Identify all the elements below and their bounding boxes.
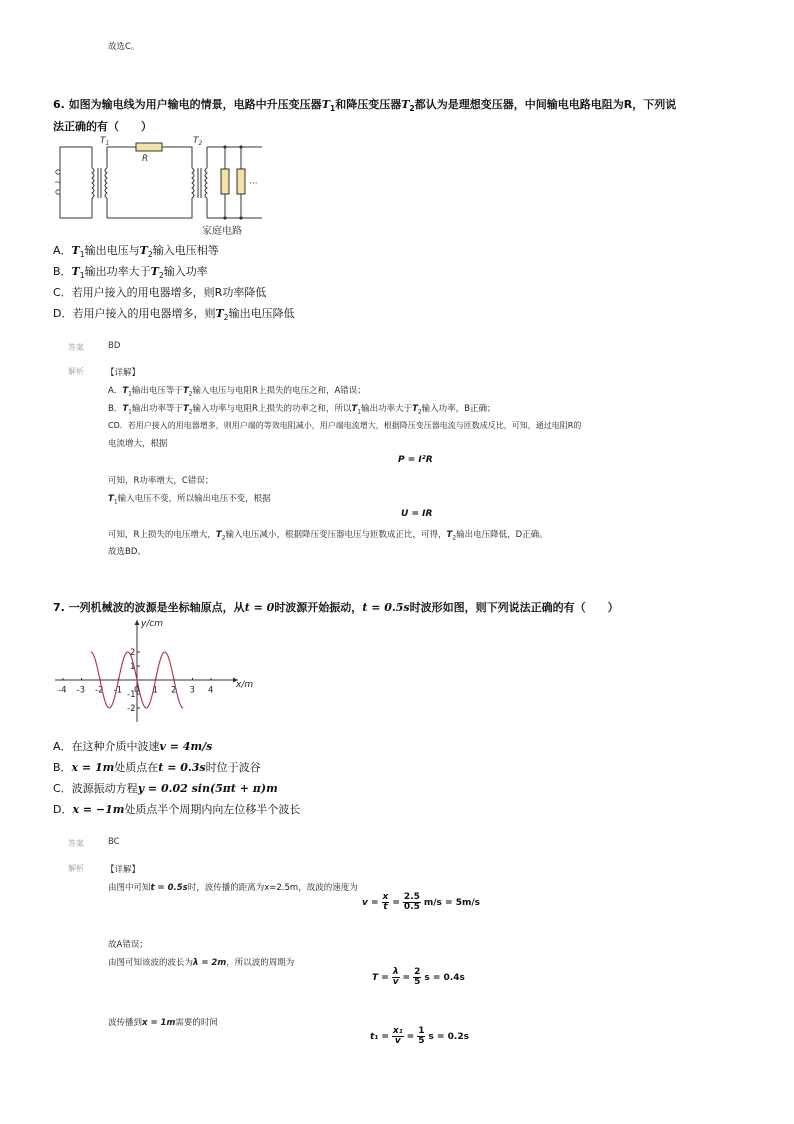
q7-analysis-2: 故A错误； — [108, 940, 148, 950]
q6-analysis-a: A．$T_1$输出电压等于$T_2$输入电压与电阻R上损失的电压之和，A错误； — [108, 386, 366, 398]
formula-velocity: v = $\frac{x}{t}$ = $\frac{2.5}{0.5}$ m/s = 5m/s — [362, 892, 480, 913]
q7-analysis-3: 由图可知该波的波长为λ = 2m，所以波的周期为 — [108, 958, 295, 968]
prev-conclusion: 故选C。 — [108, 42, 140, 52]
q6-stem-line2: 法正确的有（ ） — [53, 120, 152, 133]
x-tick-label: 1 — [152, 685, 158, 696]
q7-option-a[interactable]: A．在这种介质中波速v = 4m/s — [53, 740, 213, 753]
x-tick-label: -2 — [95, 685, 104, 696]
t1-secondary-coil — [105, 147, 107, 218]
ac-source-symbol: ~ — [54, 178, 62, 188]
q6-analysis-d: 可知，R上损失的电压增大，$T_2$输入电压减小，根据降压变压器电压与匝数成正比，可得，$T_2$输出电压降低，D正确。 — [108, 530, 548, 542]
formula-ohm: U = IR — [401, 509, 433, 519]
y-axis-arrow — [135, 620, 140, 625]
x-tick-label: 3 — [189, 685, 195, 696]
ac-terminal-bottom — [56, 190, 60, 194]
q6-analysis-label: 解析 — [68, 367, 84, 376]
q6-number: 6. — [53, 98, 65, 111]
x-tick-label: -4 — [58, 685, 67, 696]
x-tick-label: -3 — [76, 685, 85, 696]
transmission-line — [107, 147, 192, 218]
q6-option-c[interactable]: C．若用户接入的用电器增多，则R功率降低 — [53, 286, 267, 299]
resistor-r — [136, 143, 162, 151]
q6-analysis-cd-1: CD．若用户接入的用电器增多，则用户端的等效电阻减小，用户端电流增大，根据降压变压器电流与匝数成反比，可知，通过电阻R的 — [108, 421, 582, 430]
r-label: R — [142, 154, 149, 164]
x-tick-label: -1 — [113, 685, 122, 696]
q6-detail-title: 【详解】 — [106, 368, 141, 378]
q7-analysis-label: 解析 — [68, 864, 84, 873]
q7-wave-graph — [50, 614, 270, 726]
load-resistor-2 — [237, 169, 245, 194]
t2-primary-coil — [192, 168, 194, 198]
q6-option-d[interactable]: D．若用户接入的用电器增多，则$T_2$输出电压降低 — [53, 307, 295, 323]
q6-analysis-c-wrong: 可知，R功率增大，C错误； — [108, 476, 214, 486]
q6-option-b[interactable]: B．$T_1$输出功率大于$T_2$输入功率 — [53, 265, 208, 281]
q7-analysis-1: 由图中可知t = 0.5s时，波传播的距离为x=2.5m，故波的速度为 — [108, 883, 358, 893]
x-tick-label: 2 — [171, 685, 177, 696]
y-axis-label: y/cm — [141, 619, 164, 629]
q7-answer-label: 答案 — [68, 839, 84, 848]
q7-number: 7. — [53, 601, 65, 614]
formula-time: t₁ = $\frac{\text{x₁}}{v}$ = $\frac{1}{5}$ s = 0.2s — [370, 1026, 469, 1047]
load-resistor-1 — [221, 169, 229, 194]
q7-stem: 7. 一列机械波的波源是坐标轴原点，从t = 0时波源开始振动，t = 0.5s时波形如图，则下列说法正确的有（ ） — [53, 601, 619, 614]
q7-option-b[interactable]: B．x = 1m处质点在t = 0.3s时位于波谷 — [53, 761, 261, 774]
t2-secondary-coil — [205, 147, 207, 218]
q6-stem-line1: 6. 如图为输电线为用户输电的情景，电路中升压变压器$T_1$和降压变压器$T_2$都认为是理想变压器，中间输电电路电阻为R，下列说 — [53, 98, 677, 114]
q6-conclusion: 故选BD。 — [108, 547, 146, 557]
q6-option-a[interactable]: A．$T_1$输出电压与$T_2$输入电压相等 — [53, 244, 219, 260]
ac-terminal-top — [56, 170, 60, 174]
formula-power: P = I²R — [398, 455, 433, 465]
more-loads-dots: ··· — [249, 179, 258, 189]
q7-option-d[interactable]: D．x = −1m处质点半个周期内向左位移半个波长 — [53, 803, 301, 816]
y-tick-label: -1 — [127, 690, 136, 700]
source-loop-wire — [60, 147, 92, 218]
t2-label: $T_2$ — [193, 136, 203, 147]
q6-analysis-t1-const: $T_1$输入电压不变，所以输出电压不变，根据 — [108, 494, 271, 506]
q7-analysis-4: 波传播到x = 1m需要的时间 — [108, 1018, 218, 1028]
q7-option-c[interactable]: C．波源振动方程y = 0.02 sin(5πt + π)m — [53, 782, 278, 795]
x-axis-label: x/m — [236, 680, 254, 690]
q6-answer-value: BD — [108, 341, 121, 351]
q6-analysis-cd-2: 电流增大，根据 — [108, 439, 168, 449]
t1-label: $T_1$ — [100, 136, 110, 147]
q6-analysis-b: B．$T_1$输出功率等于$T_2$输入功率与电阻R上损失的功率之和，所以$T_1$输出功率大于$T_2$输入功率，B正确； — [108, 404, 496, 416]
formula-period: T = $\frac{\lambda}{v}$ = $\frac{2}{5}$ s = 0.4s — [372, 967, 465, 988]
x-tick-label: 0 — [134, 685, 140, 696]
household-circuit-caption: 家庭电路 — [202, 226, 242, 237]
y-tick-label: 1 — [130, 662, 136, 672]
t1-primary-coil — [92, 147, 94, 218]
x-tick-label: 4 — [208, 685, 214, 696]
y-tick-label: 2 — [130, 648, 136, 658]
q6-answer-label: 答案 — [68, 343, 84, 352]
q6-circuit-figure — [52, 136, 268, 238]
q7-answer-value: BC — [108, 837, 120, 847]
q7-detail-title: 【详解】 — [106, 865, 141, 875]
y-tick-label: -2 — [127, 704, 136, 714]
